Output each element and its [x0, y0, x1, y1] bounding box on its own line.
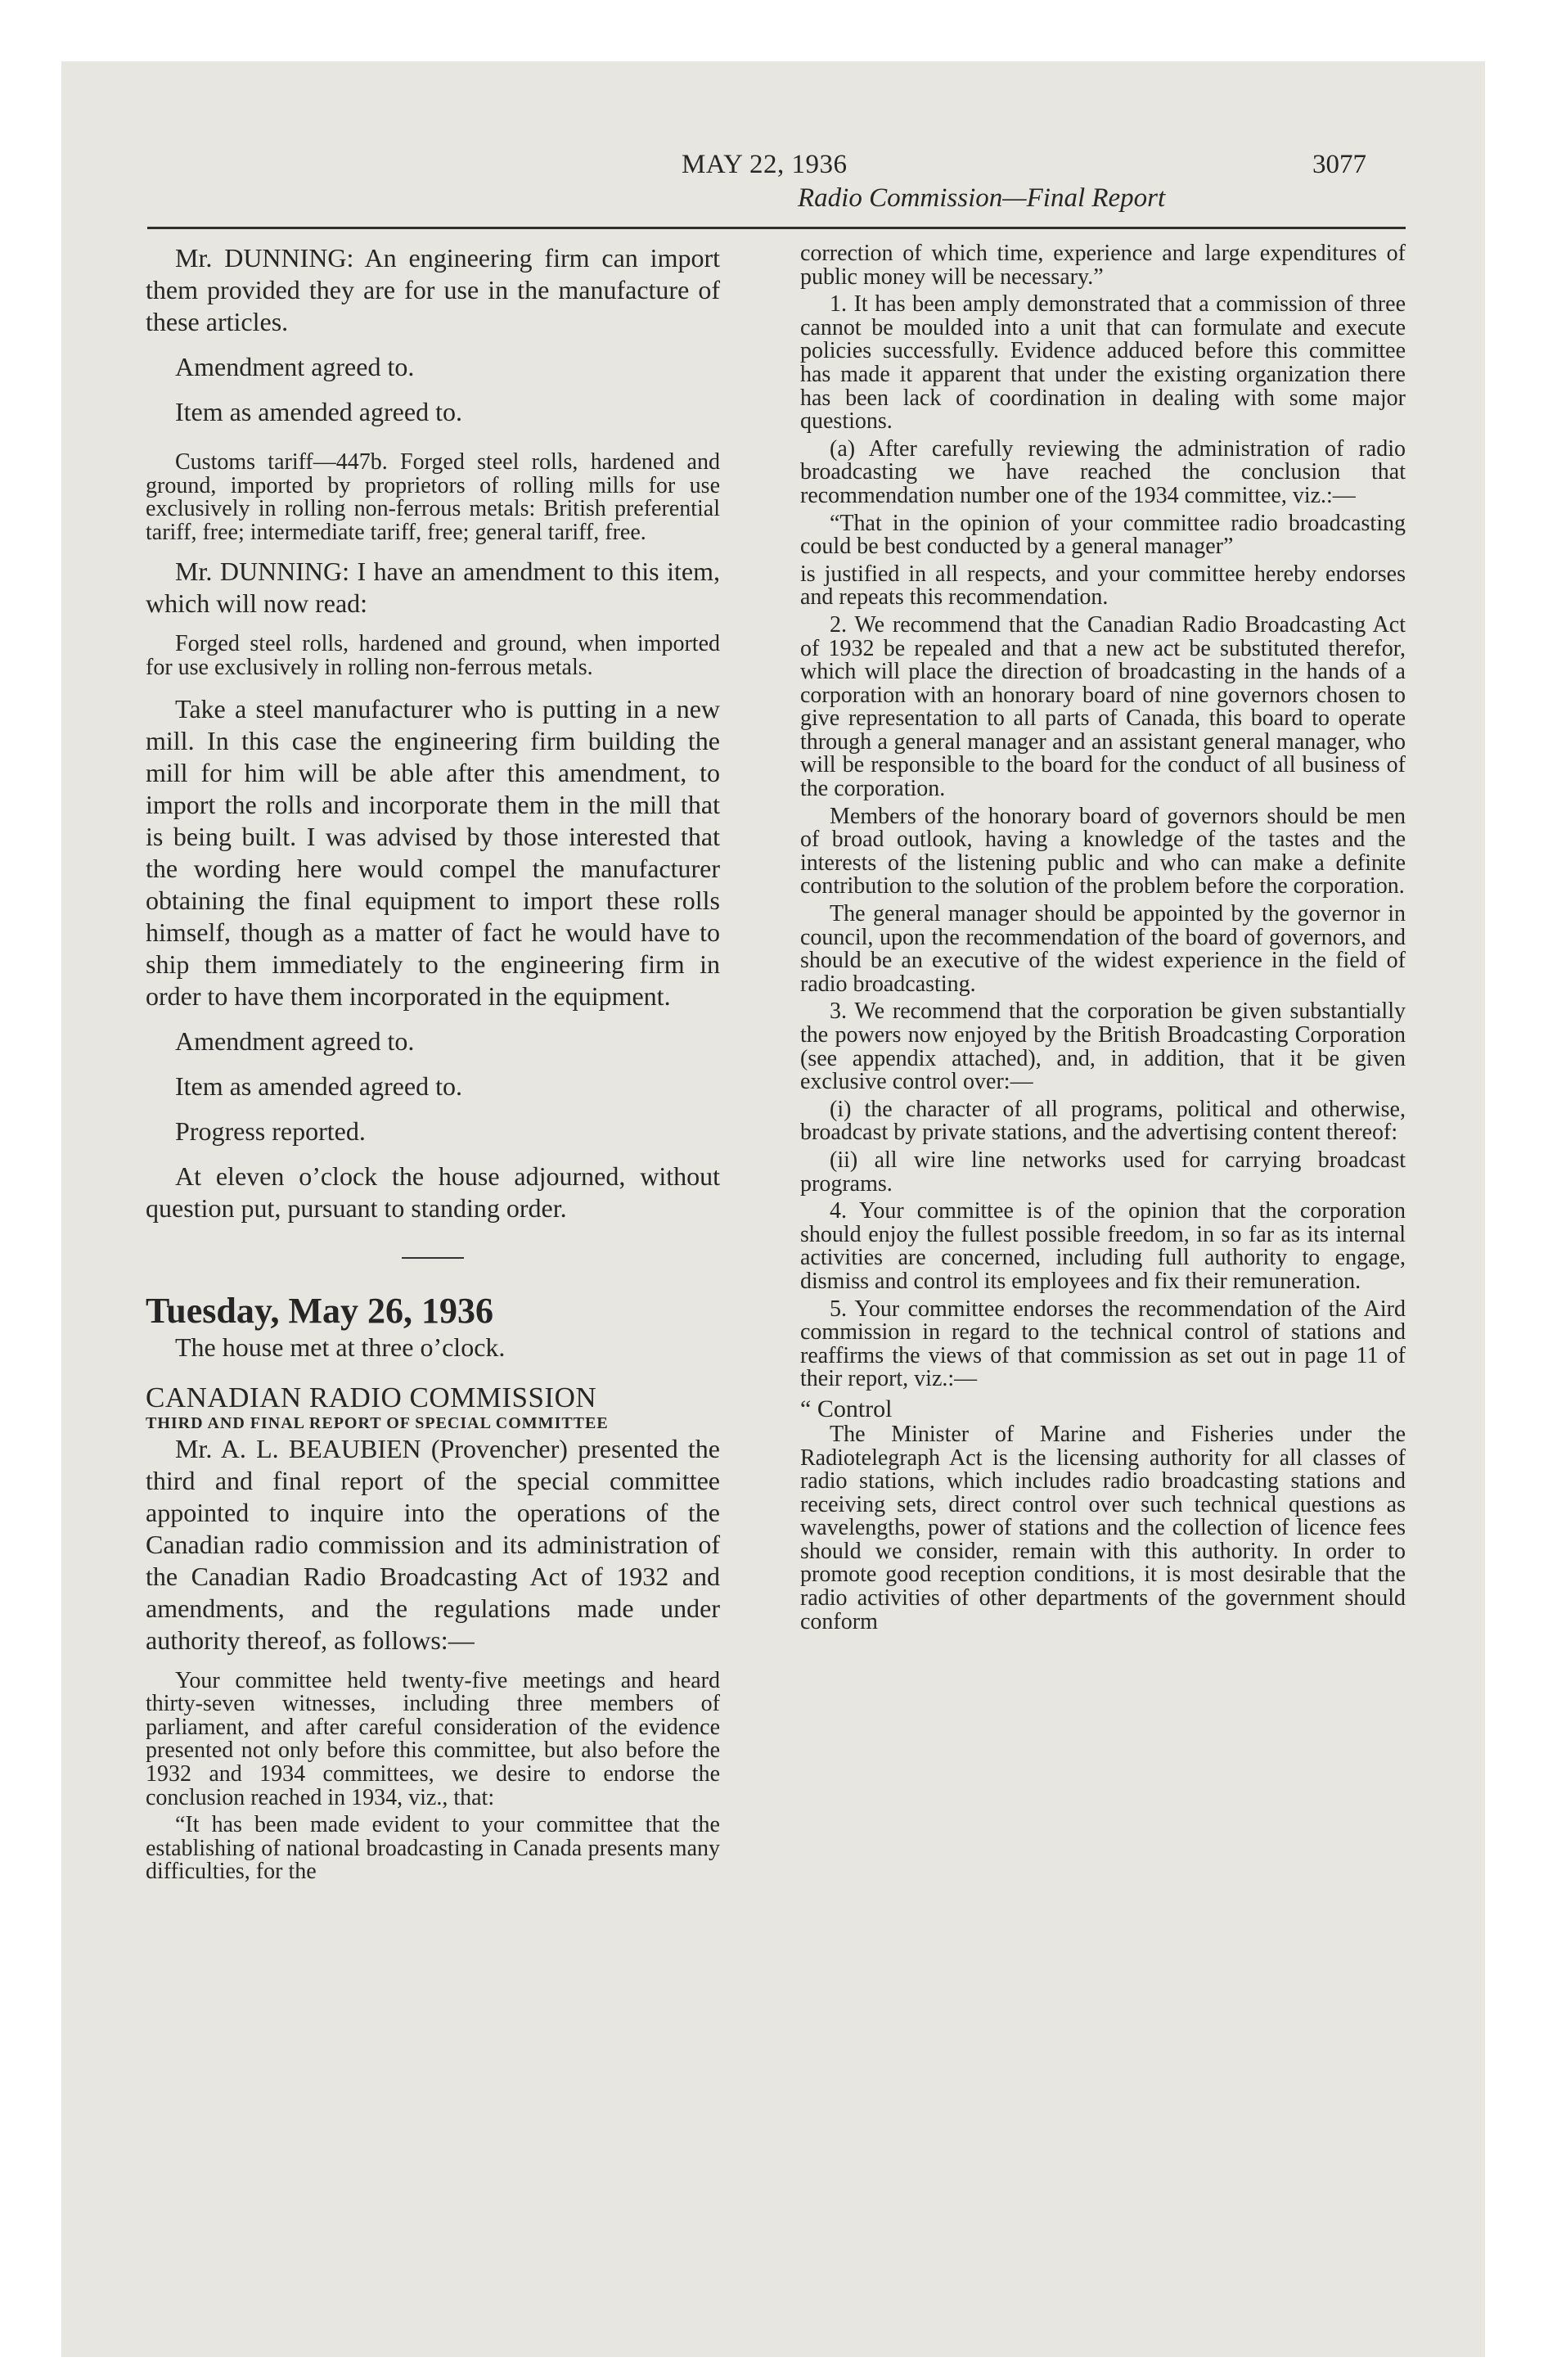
paragraph-point-3-ii: (ii) all wire line networks used for carrying broadcast programs.	[800, 1147, 1406, 1197]
paragraph-control: The Minister of Marine and Fisheries under the Radiotelegraph Act is the licensing authority for all classes of radio stations, which includes radio broadcasting stations and receiving sets, direct control over such technical questions as wavelengths, power of stations and the collection of licence fees should we consider, remain with this authority. In order to promote good reception conditions, it is most desirable that the radio activities of other departments of the government should conform	[800, 1421, 1406, 1634]
paragraph-amendment-agreed: Amendment agreed to.	[175, 352, 415, 381]
page-number: 3077	[1312, 150, 1366, 179]
paragraph-quoted-recommendation: “That in the opinion of your committee radio broadcasting could be best conducted by a general manager”	[800, 510, 1406, 560]
paragraph-dunning-engineering: Mr. DUNNING: An engineering firm can import them provided they are for use in the manufacture of these articles.	[146, 243, 720, 336]
left-column	[146, 242, 720, 1888]
paragraph-report-meetings: Your committee held twenty-five meetings and heard thirty-seven witnesses, including three members of parliament, and after careful consideration of the evidence presented not only before this committee, but also before the 1932 and 1934 committees, we desire to endorse the conclusion reached in 1934, viz., that:	[146, 1667, 720, 1810]
section-divider	[402, 1257, 464, 1259]
paragraph-report-quote: “It has been made evident to your committee that the establishing of national broadcasting in Canada presents many difficulties, for the	[146, 1812, 720, 1885]
paragraph-point-2: 2. We recommend that the Canadian Radio Broadcasting Act of 1932 be repealed and that a new act be substituted therefor, which will place the direction of broadcasting in the hands of a corporation with an honorary board of nine governors chosen to give representation to all parts of Canada, this board to operate through a general manager and an assistant general manager, who will be responsible to the board for the conduct of all business of the corporation.	[800, 611, 1406, 802]
subsection-title: THIRD AND FINAL REPORT OF SPECIAL COMMITTEE	[146, 1413, 609, 1432]
paragraph-point-1a: (a) After carefully reviewing the administration of radio broadcasting we have reached the conclusion that recommendation number one of the 1934 committee, viz.:—	[800, 435, 1406, 508]
paragraph-point-3: 3. We recommend that the corporation be given substantially the powers now enjoyed by the British Broadcasting Corporation (see appendix attached), and, in addition, that it be given exclusive control over:—	[800, 998, 1406, 1095]
paragraph-steel-manufacturer: Take a steel manufacturer who is putting in a new mill. In this case the engineering firm building the mill for him will be able after this amendment, to import the rolls and incorporate them in the mill that is being built. I was advised by those interested that the wording here would compel the manufacturer obtaining the final equipment to import these rolls himself, though as a matter of fact he would have to ship them immediately to the engineering firm in order to have them incorporated in the equipment.	[146, 693, 720, 1011]
section-title: CANADIAN RADIO COMMISSION	[146, 1381, 597, 1413]
paragraph-dunning-amendment: Mr. DUNNING: I have an amendment to this item, which will now read:	[146, 557, 720, 619]
paragraph-point-5: 5. Your committee endorses the recommendation of the Aird commission in regard to the technical control of stations and reaffirms the views of that commission as set out in page 11 of their report, viz.:—	[800, 1296, 1406, 1392]
paragraph-general-manager: The general manager should be appointed by the governor in council, upon the recommendation of the board of governors, and should be an executive of the widest experience in the field of radio broadcasting.	[800, 901, 1406, 997]
paragraph-amendment-agreed-2: Amendment agreed to.	[175, 1025, 415, 1056]
paragraph-item-agreed: Item as amended agreed to.	[175, 397, 462, 426]
paragraph-point-3-i: (i) the character of all programs, political and otherwise, broadcast by private stations, and the advertising content thereof:	[800, 1096, 1406, 1146]
paragraph-justified: is justified in all respects, and your committee hereby endorses and repeats this recommendation.	[800, 561, 1406, 611]
paragraph-beaubien: Mr. A. L. BEAUBIEN (Provencher) presented the third and final report of the special committee appointed to inquire into the operations of the Canadian radio commission and its administration of the Canadian Radio Broadcasting Act of 1932 and amendments, and the regulations made under authority thereof, as follows:—	[146, 1433, 720, 1655]
paragraph-item-agreed-2: Item as amended agreed to.	[175, 1071, 462, 1101]
header-rule	[147, 227, 1406, 229]
paragraph-progress-reported: Progress reported.	[175, 1116, 366, 1146]
date-heading: Tuesday, May 26, 1936	[146, 1290, 494, 1331]
paragraph-forged-steel: Forged steel rolls, hardened and ground, when imported for use exclusively in rolling non-ferrous metals.	[146, 631, 720, 680]
paragraph-correction: correction of which time, experience and large expenditures of public money will be necessary.”	[800, 241, 1406, 290]
paragraph-board-members: Members of the honorary board of governors should be men of broad outlook, having a knowledge of the tastes and the interests of the listening public and who can make a definite contribution to the solution of the problem before the corporation.	[800, 803, 1406, 899]
paragraph-point-4: 4. Your committee is of the opinion that the corporation should enjoy the fullest possible freedom, in so far as its internal activities are concerned, including full authority to engage, dismiss and control its employees and fix their remuneration.	[800, 1198, 1406, 1294]
paragraph-customs-tariff: Customs tariff—447b. Forged steel rolls, hardened and ground, imported by proprietors of rolling mills for use exclusively in rolling non-ferrous metals: British preferential tariff, free; intermediate tariff, free; general tariff, free.	[146, 449, 720, 545]
header-date: MAY 22, 1936	[682, 150, 848, 179]
paragraph-adjourned: At eleven o’clock the house adjourned, without question put, pursuant to standing order.	[146, 1161, 720, 1223]
paragraph-house-met: The house met at three o’clock.	[175, 1332, 506, 1362]
running-title: Radio Commission—Final Report	[798, 183, 1166, 213]
control-heading: “ Control	[800, 1395, 893, 1422]
paragraph-point-1: 1. It has been amply demonstrated that a commission of three cannot be moulded into a unit that can formulate and execute policies successfully. Evidence adduced before this committee has made it apparent that under the existing organization there has been lack of coordination in dealing with some major questions.	[800, 291, 1406, 435]
right-column	[800, 242, 1406, 1638]
